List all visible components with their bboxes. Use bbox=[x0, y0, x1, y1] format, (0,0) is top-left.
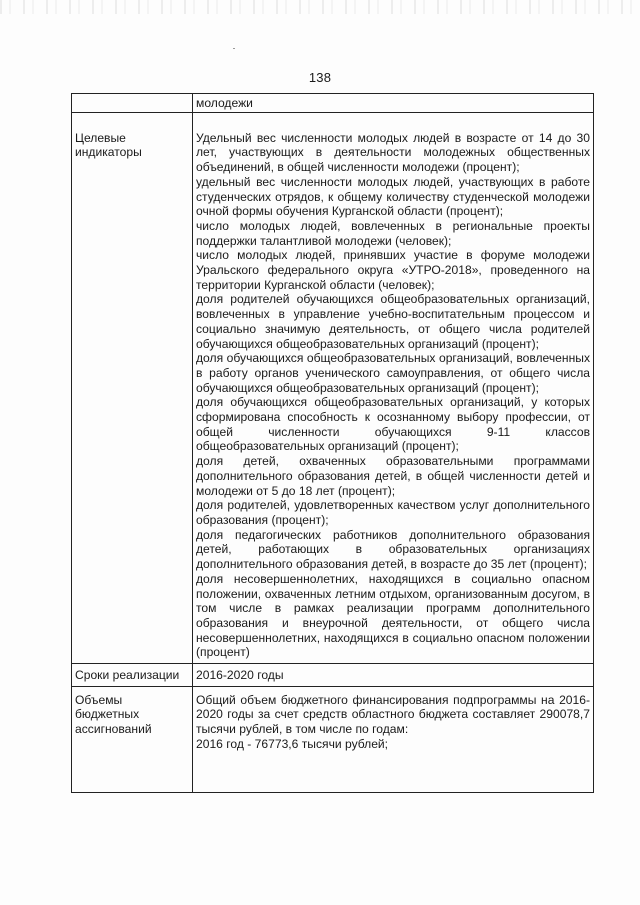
table-row bbox=[72, 94, 594, 113]
indicator-item: Удельный вес численности молодых людей в возрасте от 14 до 30 лет, участвующих в деятельности молодежных общественных объединений, в общей численности молодежи (процент); bbox=[196, 130, 590, 175]
budget-item: Общий объем бюджетного финансирования подпрограммы на 2016-2020 годы за счет средств областного бюджета составляет 290078,7 тысячи рублей, в том числе по годам: bbox=[196, 692, 590, 737]
indicator-item: доля обучающихся общеобразовательных организаций, вовлеченных в работу органов ученического самоуправления, от общего числа обучающихся общеобразовательных организаций (процент); bbox=[196, 351, 590, 395]
table-row bbox=[72, 664, 594, 687]
indicator-item: доля родителей обучающихся общеобразовательных организаций, вовлеченных в управление учебно-воспитательным процессом и социально значимую деятельность, от общего числа родителей обучающихся общеобразовательных организаций (процент); bbox=[196, 292, 590, 351]
passport-table bbox=[71, 93, 594, 793]
row-content bbox=[193, 112, 594, 663]
indicator-item: число молодых людей, принявших участие в форуме молодежи Уральского федерального округа «УТРО-2018», проведенного на территории Курганской области (человек); bbox=[196, 248, 590, 292]
page-number: 138 bbox=[308, 70, 332, 85]
content-line: молодежи bbox=[196, 96, 253, 110]
row-content bbox=[193, 686, 594, 792]
row-content bbox=[193, 94, 594, 113]
indicator-item: доля несовершеннолетних, находящихся в социально опасном положении, охваченных летним отдыхом, организованным досугом, в том числе в рамках реализации программ дополнительного образования и внеурочной деятельности, от общего числа несовершеннолетних, находящихся в социально опасном положении (процент) bbox=[196, 571, 590, 660]
indicator-item: число молодых людей, вовлеченных в региональные проекты поддержки талантливой молодежи (человек); bbox=[196, 218, 590, 248]
indicator-item: доля педагогических работников дополнительного образования детей, работающих в образовательных организациях дополнительного образования детей, в возрасте до 35 лет (процент); bbox=[196, 527, 590, 572]
budget-item: 2016 год - 76773,6 тысячи рублей; bbox=[196, 736, 389, 751]
row-label: Объемы бюджетных ассигнований bbox=[72, 686, 193, 792]
table-row bbox=[72, 112, 594, 663]
scan-edge-artifact bbox=[0, 0, 640, 14]
row-label bbox=[72, 94, 193, 113]
table-row bbox=[72, 686, 594, 792]
indicator-item: удельный вес численности молодых людей, участвующих в работе студенческих отрядов, к общему количеству студенческой молодежи очной формы обучения Курганской области (процент); bbox=[196, 174, 590, 219]
content-line: 2016-2020 годы bbox=[196, 668, 284, 683]
scan-speck bbox=[233, 48, 235, 49]
indicator-item: доля детей, охваченных образовательными программами дополнительного образования детей, в общей численности детей и молодежи от 5 до 18 лет (процент); bbox=[196, 454, 590, 498]
row-label: Целевые индикаторы bbox=[72, 112, 193, 663]
row-label: Сроки реализации bbox=[72, 664, 193, 687]
row-content bbox=[193, 664, 594, 687]
indicator-item: доля родителей, удовлетворенных качеством услуг дополнительного образования (процент); bbox=[196, 498, 590, 527]
indicator-item: доля обучающихся общеобразовательных организаций, у которых сформирована способность к осознанному выбору профессии, от общей численности обучающихся 9-11 классов общеобразовательных организаций (процент); bbox=[196, 395, 590, 454]
